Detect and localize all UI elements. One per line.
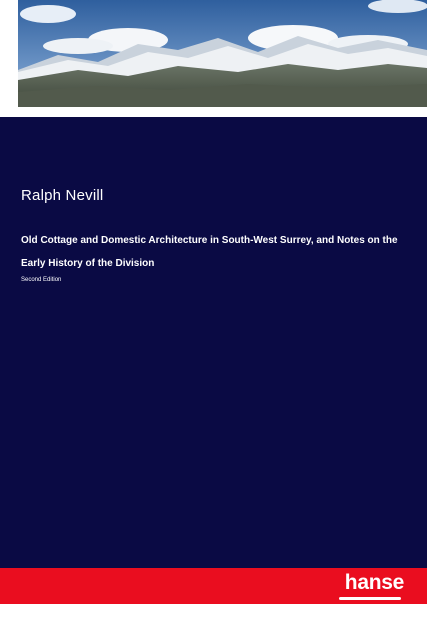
logo-underline	[339, 597, 401, 600]
publisher-logo: hanse	[344, 571, 404, 594]
book-title: Old Cottage and Domestic Architecture in South-West Surrey, and Notes on the Early History of the Division	[21, 235, 398, 269]
book-edition: Second Edition	[21, 277, 62, 283]
cover-photo-mountains	[18, 0, 427, 107]
mountain-landscape-icon	[18, 0, 427, 107]
publisher-band	[0, 568, 427, 604]
cover-panel	[0, 117, 427, 568]
book-author: Ralph Nevill	[21, 187, 104, 204]
